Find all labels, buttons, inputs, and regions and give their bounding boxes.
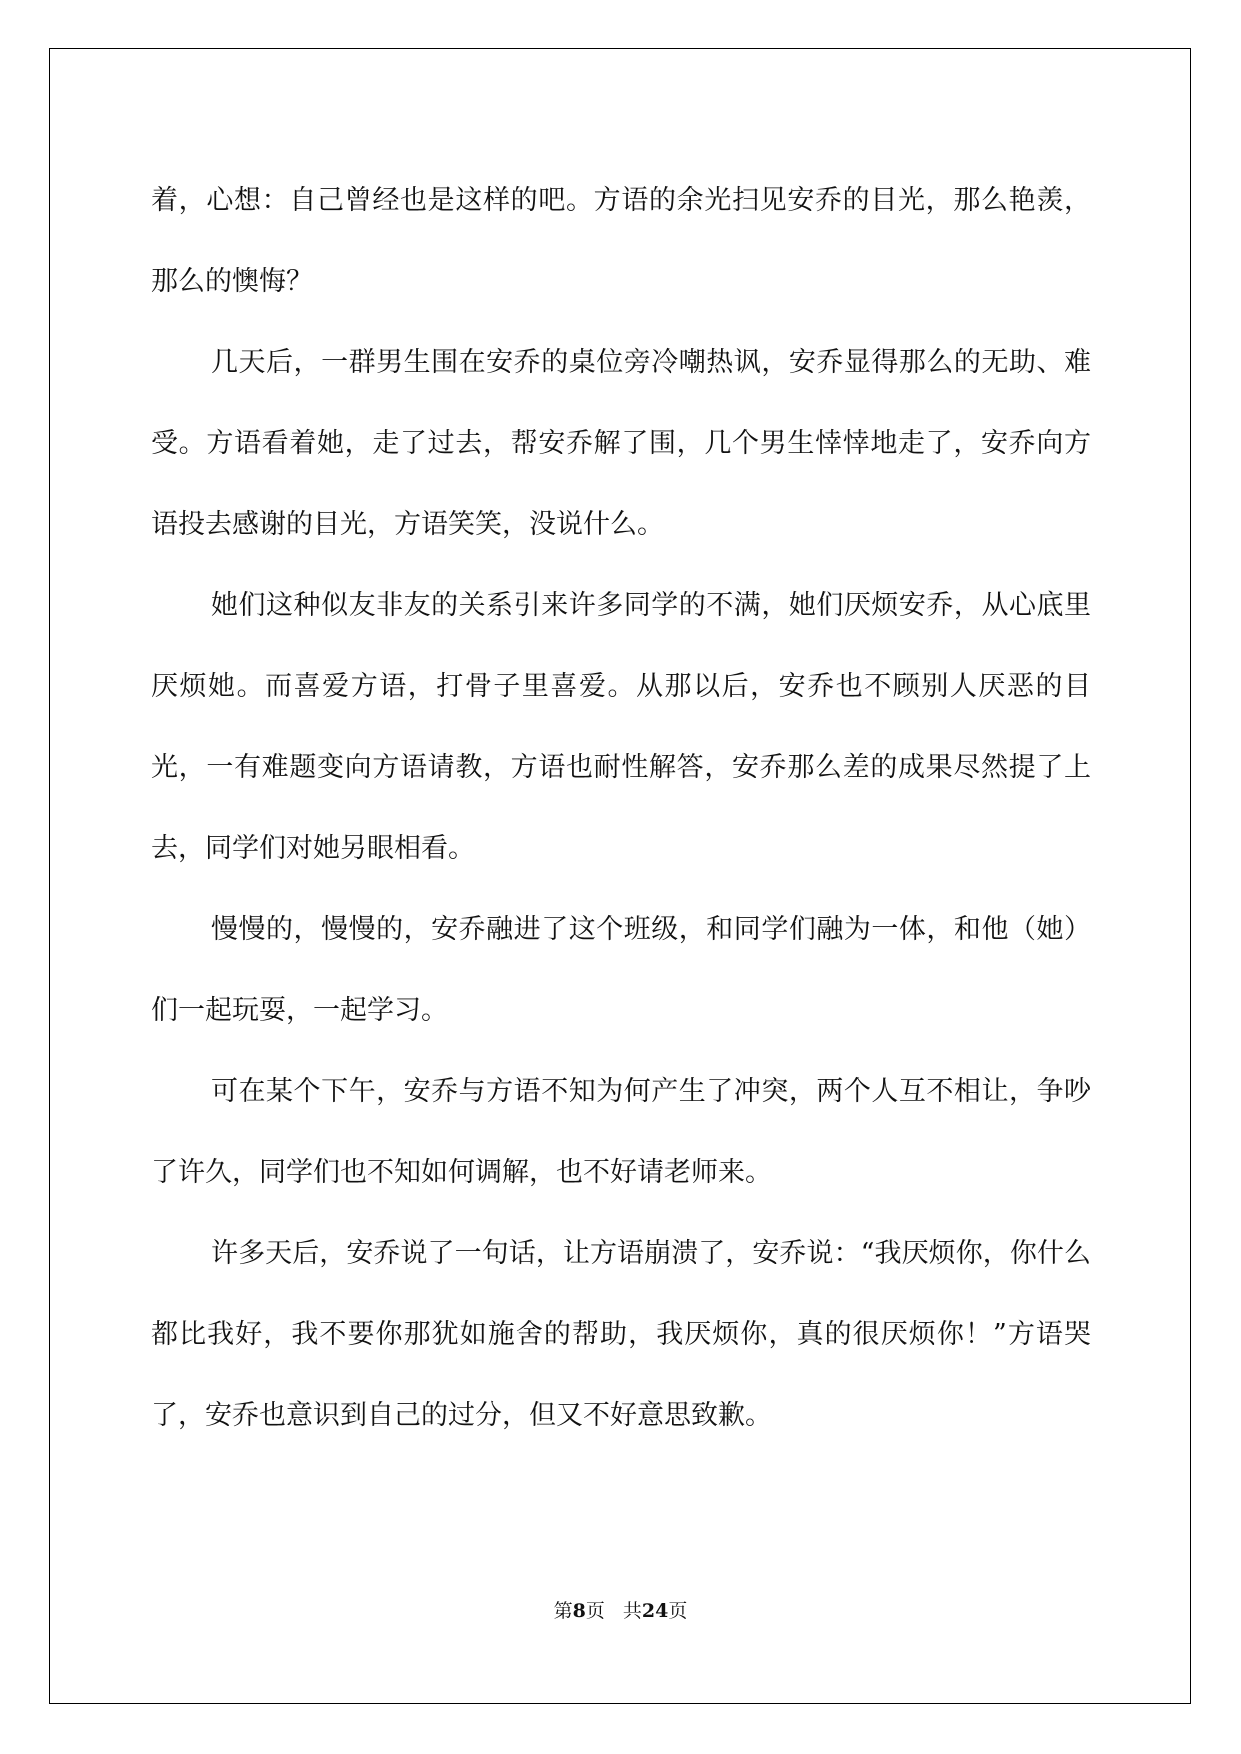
footer-prefix: 第 (553, 1600, 573, 1622)
footer-total-suffix: 页 (668, 1600, 688, 1622)
paragraph-1: 着，心想：自己曾经也是这样的吧。方语的余光扫见安乔的目光，那么艳羡，那么的懊悔？ (151, 185, 1091, 297)
paragraph-6: 许多天后，安乔说了一句话，让方语崩溃了，安乔说：“我厌烦你，你什么都比我好，我不要你那犹如施舍的帮助，我厌烦你，真的很厌烦你！”方语哭了，安乔也意识到自己的过分，但又不好意思致歉。 (151, 1238, 1091, 1431)
footer-page-number: 8 (572, 1600, 586, 1622)
paragraph-4: 慢慢的，慢慢的，安乔融进了这个班级，和同学们融为一体，和他（她）们一起玩耍，一起学习。 (151, 914, 1091, 1026)
document-body (151, 160, 1091, 1456)
paragraph-5: 可在某个下午，安乔与方语不知为何产生了冲突，两个人互不相让，争吵了许久，同学们也不知如何调解，也不好请老师来。 (151, 1076, 1091, 1188)
page-footer (0, 1596, 1241, 1623)
paragraph-2: 几天后，一群男生围在安乔的桌位旁冷嘲热讽，安乔显得那么的无助、难受。方语看着她，走了过去，帮安乔解了围，几个男生悻悻地走了，安乔向方语投去感谢的目光，方语笑笑，没说什么。 (151, 347, 1091, 540)
footer-page-suffix: 页 (585, 1600, 605, 1622)
footer-total-pages: 24 (641, 1600, 669, 1622)
footer-total-prefix: 共 (622, 1600, 642, 1622)
paragraph-3: 她们这种似友非友的关系引来许多同学的不满，她们厌烦安乔，从心底里厌烦她。而喜爱方语，打骨子里喜爱。从那以后，安乔也不顾别人厌恶的目光，一有难题变向方语请教，方语也耐性解答，安乔那么差的成果尽然提了上去，同学们对她另眼相看。 (151, 590, 1091, 864)
